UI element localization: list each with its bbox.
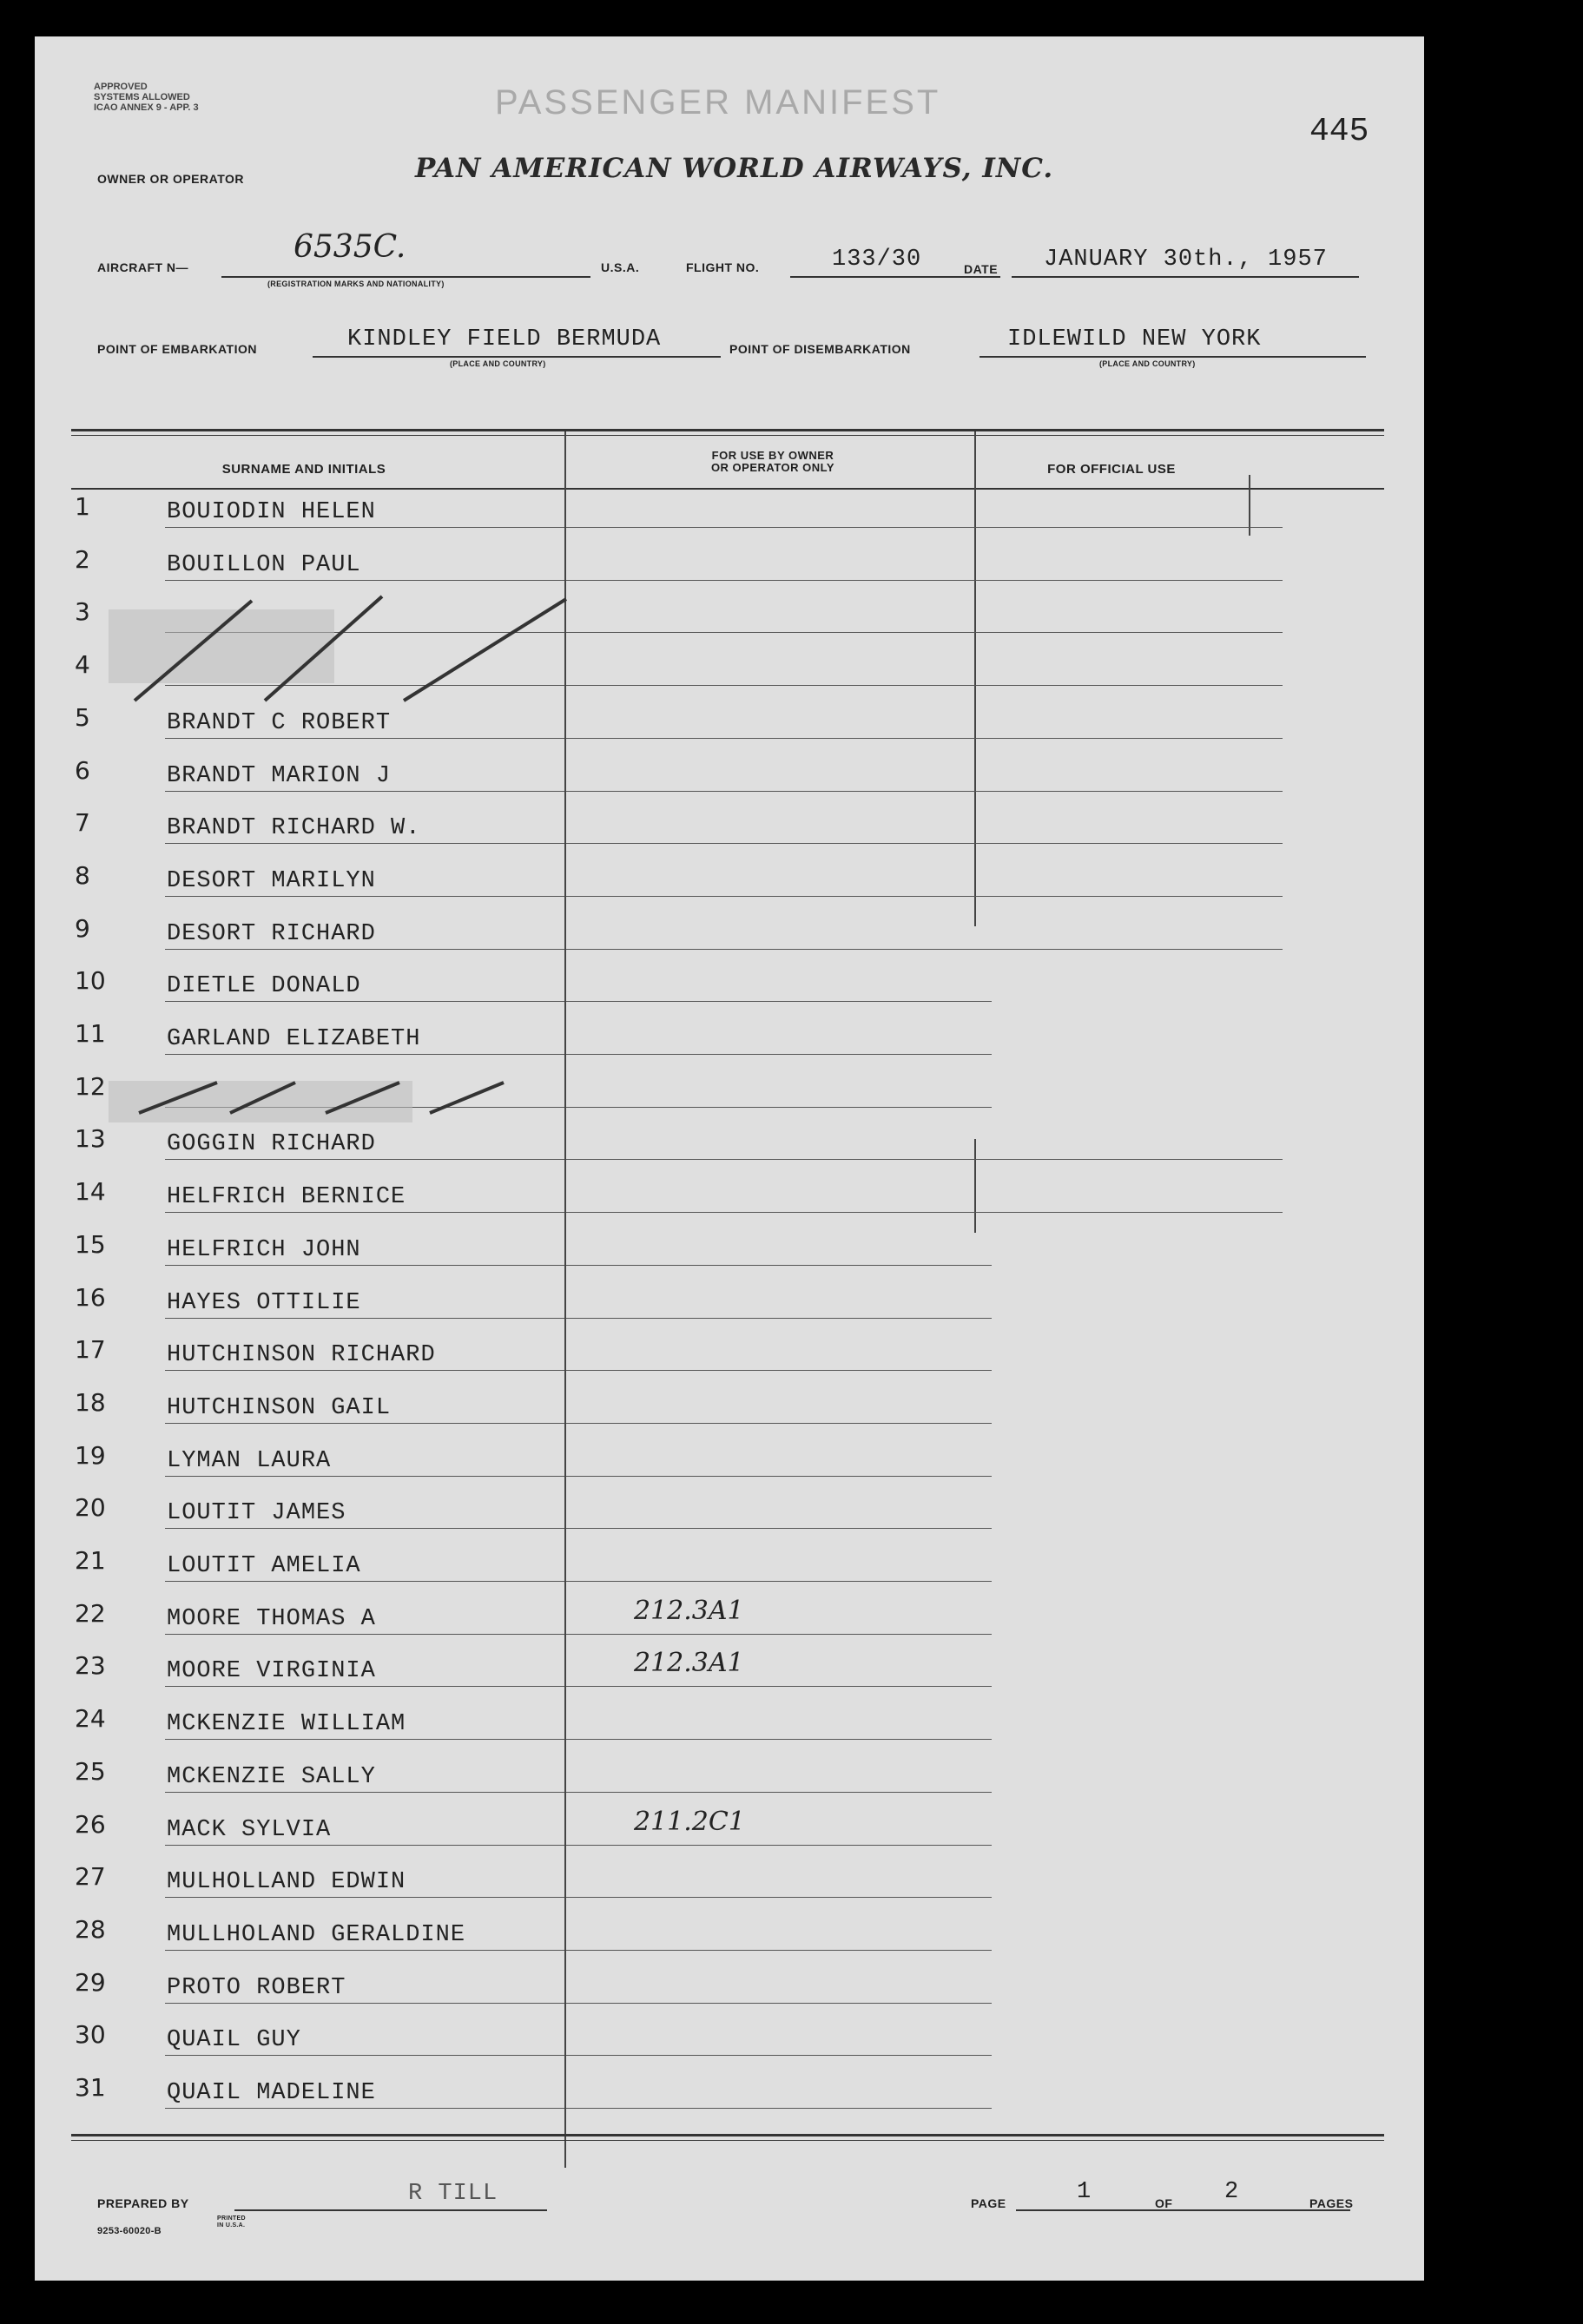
row-number: 28 [75,1915,106,1944]
row-number: 13 [75,1124,106,1153]
owner-column-header-line: OR OPERATOR ONLY [710,461,835,474]
row-number: 26 [75,1810,106,1839]
form-number: 9253-60020-B [97,2226,162,2236]
row-number: 8 [75,861,90,890]
registration-caption: (REGISTRATION MARKS AND NATIONALITY) [267,280,445,288]
row-number: 10 [75,966,106,995]
official-column-header: FOR OFFICIAL USE [1047,462,1176,477]
date-label: DATE [964,262,999,276]
owner-column-header-line: FOR USE BY OWNER [711,449,834,462]
row-number: 6 [75,756,90,785]
row-number: 21 [75,1546,106,1575]
passenger-name: BOUIODIN HELEN [167,499,376,525]
cancel-marks [35,36,1424,2281]
passenger-name: HUTCHINSON RICHARD [167,1342,436,1368]
disembarkation-label: POINT OF DISEMBARKATION [729,342,911,356]
smudge [109,609,334,683]
row-number: 12 [75,1072,106,1101]
place-caption: (PLACE AND COUNTRY) [450,359,546,368]
approval-line: APPROVED [94,82,148,92]
place-caption: (PLACE AND COUNTRY) [1099,359,1196,368]
passenger-name: PROTO ROBERT [167,1975,346,2001]
row-number: 15 [75,1230,106,1259]
embarkation-value: KINDLEY FIELD BERMUDA [347,326,662,352]
page-value: 1 [1077,2179,1092,2205]
row-number: 4 [75,650,90,679]
row-number: 5 [75,703,90,732]
passenger-name: HUTCHINSON GAIL [167,1395,392,1421]
smudge [109,1081,412,1122]
prepared-value: R TILL [408,2181,498,2207]
date-value: JANUARY 30th., 1957 [1044,247,1328,273]
passenger-name: MACK SYLVIA [167,1817,332,1843]
prepared-label: PREPARED BY [97,2196,189,2210]
passenger-name: QUAIL MADELINE [167,2080,376,2106]
aircraft-label: AIRCRAFT N— [97,260,189,274]
passenger-name: HELFRICH BERNICE [167,1184,406,1210]
owner-value: PAN AMERICAN WORLD AIRWAYS, INC. [415,153,1054,184]
table-bottom-rule [71,2134,1384,2136]
of-value: 2 [1224,2179,1240,2205]
strike-line [404,599,566,701]
row-number: 18 [75,1388,106,1417]
row-number: 3 [75,597,90,626]
passenger-name: HAYES OTTILIE [167,1290,361,1316]
row-number: 29 [75,1968,106,1997]
passenger-name: BRANDT C ROBERT [167,710,392,736]
row-number: 1 [75,492,90,521]
table-bottom-rule [71,2140,1384,2141]
passenger-name: QUAIL GUY [167,2027,301,2053]
passenger-name: MCKENZIE WILLIAM [167,1711,406,1737]
printed-note: PRINTED IN U.S.A. [217,2215,246,2229]
row-number: 24 [75,1704,106,1733]
row-number: 31 [75,2073,106,2102]
row-number: 7 [75,808,90,837]
approval-line: SYSTEMS ALLOWED [94,92,190,102]
passenger-name: DIETLE DONALD [167,973,361,999]
usa-label: U.S.A. [601,260,640,274]
aircraft-value: 6535C. [294,229,406,265]
row-number: 25 [75,1757,106,1786]
prepared-underline [234,2209,547,2211]
operator-code: 212.3A1 [634,1648,744,1678]
operator-code: 211.2C1 [634,1807,745,1837]
row-number: 16 [75,1283,106,1312]
passenger-name: DESORT RICHARD [167,921,376,947]
passenger-name: HELFRICH JOHN [167,1237,361,1263]
row-number: 20 [75,1493,106,1522]
passenger-name: GARLAND ELIZABETH [167,1026,421,1052]
pages-label: PAGES [1309,2196,1354,2210]
passenger-name: BRANDT RICHARD W. [167,815,421,841]
passenger-name: LYMAN LAURA [167,1448,332,1474]
row-number: 23 [75,1651,106,1680]
row-number: 9 [75,914,90,943]
passenger-name: GOGGIN RICHARD [167,1131,376,1157]
row-number: 17 [75,1335,106,1364]
row-number: 30 [75,2020,106,2049]
owner-label: OWNER OR OPERATOR [97,172,244,186]
flight-value: 133/30 [832,247,922,273]
passenger-name: BOUILLON PAUL [167,552,361,578]
passenger-name: LOUTIT AMELIA [167,1553,361,1579]
passenger-name: MULHOLLAND EDWIN [167,1869,406,1895]
strike-line [430,1083,504,1113]
row-number: 27 [75,1862,106,1891]
of-label: OF [1155,2196,1173,2210]
row-number: 11 [75,1019,106,1048]
row-number: 2 [75,545,90,574]
surname-column-header: SURNAME AND INITIALS [221,462,386,477]
manifest-page [35,36,1424,2281]
passenger-name: MCKENZIE SALLY [167,1764,376,1790]
row-number: 14 [75,1177,106,1206]
passenger-name: LOUTIT JAMES [167,1500,346,1526]
row-number: 19 [75,1441,106,1470]
passenger-name: MULLHOLAND GERALDINE [167,1922,466,1948]
passenger-name: BRANDT MARION J [167,763,392,789]
row-number: 22 [75,1599,106,1628]
passenger-name: DESORT MARILYN [167,868,376,894]
page-label: PAGE [971,2196,1006,2210]
embarkation-label: POINT OF EMBARKATION [97,342,257,356]
approval-line: ICAO ANNEX 9 - APP. 3 [94,102,199,113]
passenger-name: MOORE VIRGINIA [167,1658,376,1684]
page-stamp-number: 445 [1309,113,1369,150]
passenger-name: MOORE THOMAS A [167,1606,376,1632]
flight-label: FLIGHT NO. [686,260,760,274]
page-title: PASSENGER MANIFEST [495,83,941,122]
disembarkation-value: IDLEWILD NEW YORK [1007,326,1262,352]
operator-code: 212.3A1 [634,1596,744,1626]
